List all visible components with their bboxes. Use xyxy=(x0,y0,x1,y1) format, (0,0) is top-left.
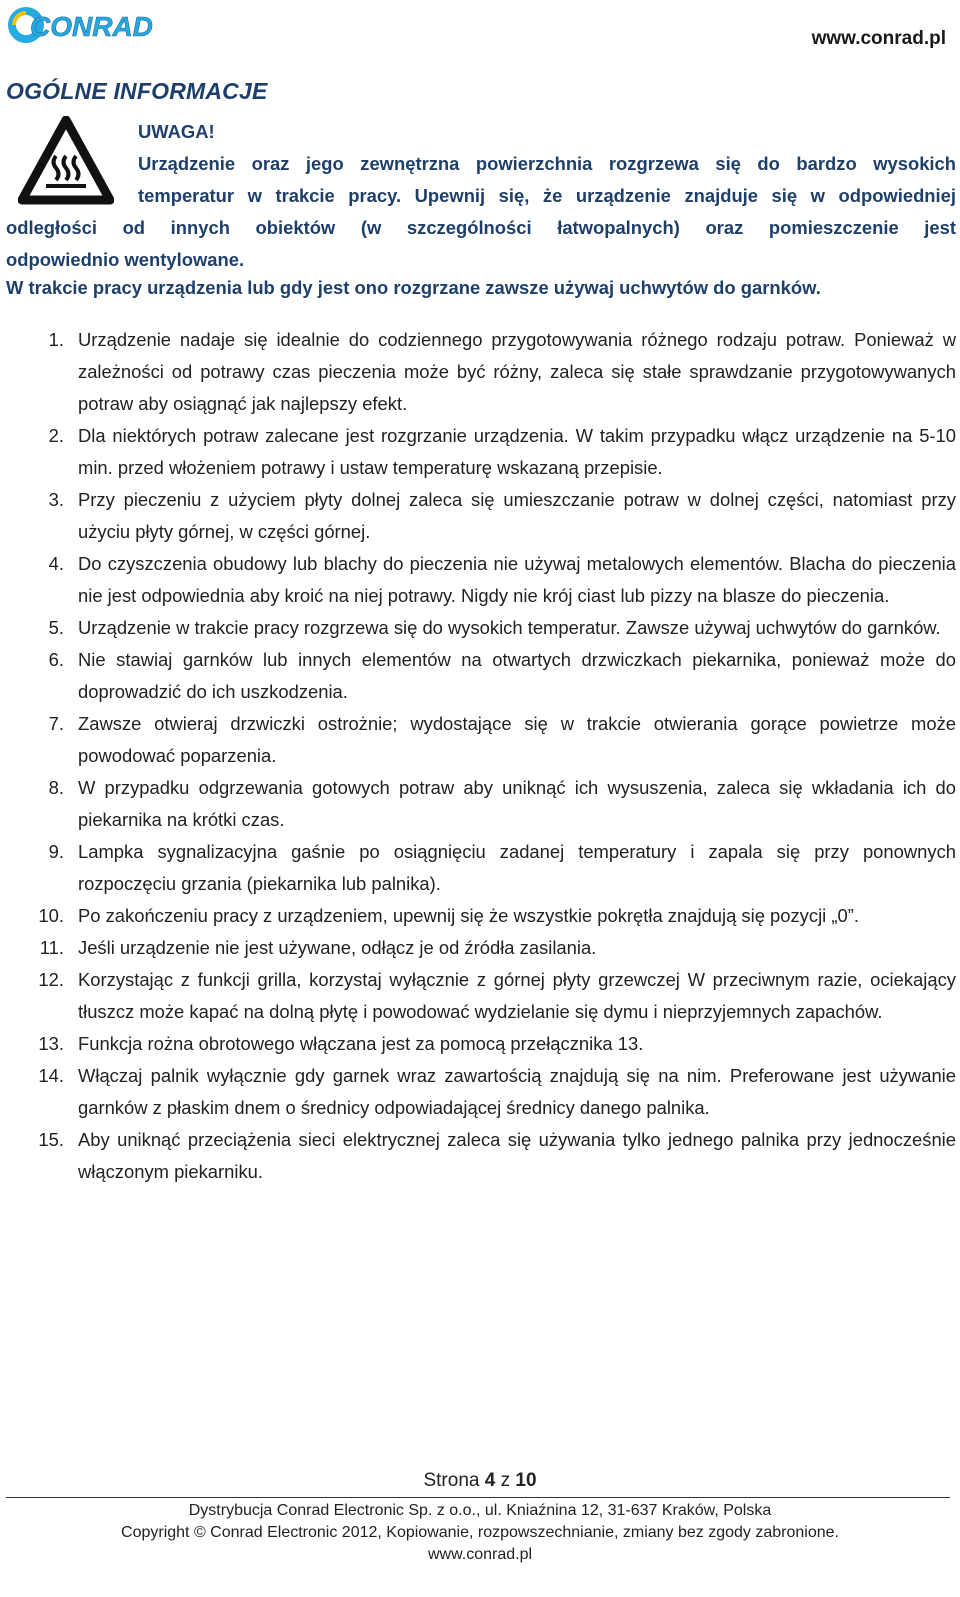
list-item xyxy=(6,1028,956,1060)
item-text: Włączaj palnik wyłącznie gdy garnek wraz zawartością znajdują się na nim. Preferowane jest używanie garnków z płaskim dnem o średnicy odpowiadającej średnicy danego palnika. xyxy=(78,1065,956,1118)
instruction-list xyxy=(6,324,956,1188)
item-number: 5. xyxy=(48,617,64,638)
list-item xyxy=(6,1060,956,1124)
page-prefix: Strona xyxy=(423,1470,480,1491)
item-text: Aby uniknąć przeciążenia sieci elektrycznej zaleca się używania tylko jednego palnika przy jednocześnie włączonym piekarniku. xyxy=(78,1129,956,1182)
item-text: Korzystając z funkcji grilla, korzystaj wyłącznie z górnej płyty grzewczej W przeciwnym razie, ociekający tłuszcz może kapać na dolną płytę i powodować wydzielanie się dymu i nieprzyjemnych zapachów. xyxy=(78,969,956,1022)
item-text: Jeśli urządzenie nie jest używane, odłącz je od źródła zasilania. xyxy=(78,937,597,958)
list-item xyxy=(6,1124,956,1188)
warning-line-2: temperatur w trakcie pracy. Upewnij się, że urządzenie znajduje się w odpowiedniej xyxy=(138,185,956,206)
list-item xyxy=(6,324,956,420)
page-current: 4 xyxy=(484,1470,496,1491)
item-number: 3. xyxy=(48,489,64,510)
page-number xyxy=(0,1470,960,1492)
section-title: OGÓLNE INFORMACJE xyxy=(6,78,268,104)
item-text: Nie stawiaj garnków lub innych elementów na otwartych drzwiczkach piekarnika, ponieważ może do doprowadzić do ich uszkodzenia. xyxy=(78,649,956,702)
item-text: Dla niektórych potraw zalecane jest rozgrzanie urządzenia. W takim przypadku włącz urządzenie na 5-10 min. przed włożeniem potrawy i ustaw temperaturę wskazaną przepisie. xyxy=(78,425,956,478)
item-text: Zawsze otwieraj drzwiczki ostrożnie; wydostające się w trakcie otwierania gorące powietrze może powodować poparzenia. xyxy=(78,713,956,766)
logo-wordmark: CONRAD xyxy=(30,11,153,42)
warning-line-1: Urządzenie oraz jego zewnętrzna powierzchnia rozgrzewa się do bardzo wysokich xyxy=(138,153,956,174)
handle-note: W trakcie pracy urządzenia lub gdy jest ono rozgrzane zawsze używaj uchwytów do garnków. xyxy=(6,277,821,298)
list-item xyxy=(6,836,956,900)
warning-block xyxy=(6,116,956,276)
item-text: Przy pieczeniu z użyciem płyty dolnej zaleca się umieszczanie potraw w dolnej części, natomiast przy użyciu płyty górnej, w części górnej. xyxy=(78,489,956,542)
item-number: 1. xyxy=(48,329,64,350)
item-number: 11. xyxy=(39,937,64,958)
item-number: 9. xyxy=(48,841,64,862)
warning-line-3: odległości od innych obiektów (w szczególności łatwopalnych) oraz pomieszczenie jest xyxy=(6,217,956,238)
list-item xyxy=(6,644,956,708)
list-item xyxy=(6,964,956,1028)
warning-line-4: odpowiednio wentylowane. xyxy=(6,249,245,270)
item-text: W przypadku odgrzewania gotowych potraw aby uniknąć ich wysuszenia, zaleca się wkładania ich do piekarnika na krótki czas. xyxy=(78,777,956,830)
footer-copyright: Copyright © Conrad Electronic 2012, Kopiowanie, rozpowszechnianie, zmiany bez zgody zabronione. xyxy=(121,1524,839,1541)
item-number: 6. xyxy=(48,649,64,670)
list-item xyxy=(6,932,956,964)
list-item xyxy=(6,612,956,644)
item-text: Lampka sygnalizacyjna gaśnie po osiągnięciu zadanej temperatury i zapala się przy ponownych rozpoczęciu grzania (piekarnika lub palnika). xyxy=(78,841,956,894)
item-text: Urządzenie nadaje się idealnie do codziennego przygotowywania różnego rodzaju potraw. Ponieważ w zależności od potrawy czas pieczenia może być różny, zaleca się stałe sprawdzanie przygotowywanych potraw aby osiągnąć jak najlepszy efekt. xyxy=(78,329,956,414)
item-number: 15. xyxy=(38,1129,64,1150)
item-text: Funkcja rożna obrotowego włączana jest za pomocą przełącznika 13. xyxy=(78,1033,644,1054)
page-separator: z xyxy=(500,1470,511,1491)
item-number: 13. xyxy=(38,1033,64,1054)
footer-divider xyxy=(6,1497,950,1498)
conrad-logo xyxy=(6,4,166,44)
footer-website[interactable]: www.conrad.pl xyxy=(427,1546,533,1563)
list-item xyxy=(6,420,956,484)
item-number: 10. xyxy=(38,905,64,926)
header-website: www.conrad.pl xyxy=(811,28,946,49)
list-item xyxy=(6,900,956,932)
page-total: 10 xyxy=(515,1470,537,1491)
item-number: 12. xyxy=(38,969,64,990)
item-text: Urządzenie w trakcie pracy rozgrzewa się do wysokich temperatur. Zawsze używaj uchwytów do garnków. xyxy=(78,617,941,638)
list-item xyxy=(6,548,956,612)
list-item xyxy=(6,772,956,836)
warning-label: UWAGA! xyxy=(138,121,215,142)
item-number: 2. xyxy=(48,425,64,446)
item-number: 4. xyxy=(48,553,64,574)
list-item xyxy=(6,484,956,548)
list-item xyxy=(6,708,956,772)
item-number: 7. xyxy=(48,713,64,734)
footer-distribution: Dystrybucja Conrad Electronic Sp. z o.o., ul. Kniaźnina 12, 31-637 Kraków, Polska xyxy=(188,1502,772,1519)
item-number: 8. xyxy=(48,777,64,798)
item-number: 14. xyxy=(38,1065,64,1086)
item-text: Po zakończeniu pracy z urządzeniem, upewnij się że wszystkie pokrętła znajdują się pozycji „0”. xyxy=(78,905,859,926)
item-text: Do czyszczenia obudowy lub blachy do pieczenia nie używaj metalowych elementów. Blacha do pieczenia nie jest odpowiednia aby kroić na niej potrawy. Nigdy nie krój ciast lub pizzy na blasze do pieczenia. xyxy=(78,553,956,606)
